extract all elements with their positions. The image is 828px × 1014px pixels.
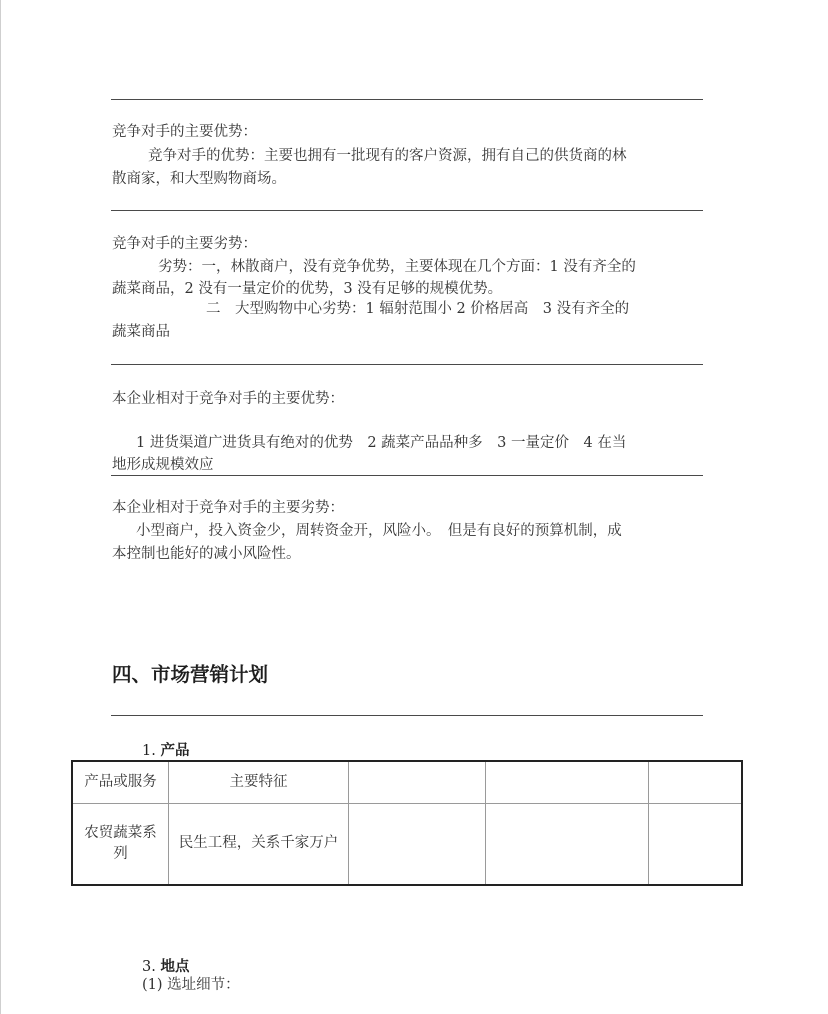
cell-empty bbox=[486, 803, 649, 885]
competitor-weaknesses-line: 蔬菜商品 bbox=[112, 324, 170, 340]
competitor-strengths-line: 散商家，和大型购物商场。 bbox=[112, 171, 286, 187]
our-weaknesses-line: 小型商户，投入资金少，周转资金开，风险小。 但是有良好的预算机制，成 bbox=[136, 523, 622, 539]
our-strengths-line: 地形成规模效应 bbox=[112, 457, 214, 473]
competitor-weaknesses-line: 劣势：一，林散商户，没有竞争优势，主要体现在几个方面：1 没有齐全的 bbox=[158, 259, 636, 275]
our-strengths-line: 1 进货渠道广进货具有绝对的优势 2 蔬菜产品品种多 3 一量定价 4 在当 bbox=[136, 435, 627, 451]
page-edge bbox=[0, 0, 1, 1014]
competitor-weaknesses-heading: 竞争对手的主要劣势： bbox=[112, 236, 257, 252]
cell-features: 民生工程，关系千家万户 bbox=[169, 803, 349, 885]
competitor-weaknesses-line: 蔬菜商品，2 没有一量定价的优势，3 没有足够的规模优势。 bbox=[112, 281, 503, 297]
location-subheading bbox=[142, 955, 189, 976]
competitor-strengths-heading: 竞争对手的主要优势： bbox=[112, 124, 257, 140]
header-cell-features: 主要特征 bbox=[169, 761, 349, 803]
header-cell-empty bbox=[649, 761, 743, 803]
header-cell-empty bbox=[349, 761, 486, 803]
table-header-row bbox=[72, 761, 742, 803]
cell-empty bbox=[349, 803, 486, 885]
cell-product: 农贸蔬菜系列 bbox=[72, 803, 169, 885]
divider bbox=[111, 210, 703, 211]
our-weaknesses-heading: 本企业相对于竞争对手的主要劣势： bbox=[112, 500, 344, 516]
location-number: 3. bbox=[142, 959, 156, 975]
competitor-strengths-line: 竞争对手的优势：主要也拥有一批现有的客户资源，拥有自己的供货商的林 bbox=[148, 148, 627, 164]
divider bbox=[111, 364, 703, 365]
product-label: 产品 bbox=[160, 743, 190, 759]
cell-empty bbox=[649, 803, 743, 885]
header-cell-product: 产品或服务 bbox=[72, 761, 169, 803]
product-table bbox=[71, 760, 743, 886]
location-item: (1) 选址细节： bbox=[142, 977, 240, 993]
table-row bbox=[72, 803, 742, 885]
our-weaknesses-line: 本控制也能好的减小风险性。 bbox=[112, 546, 301, 562]
divider bbox=[111, 99, 703, 100]
competitor-weaknesses-line: 二 大型购物中心劣势：1 辐射范围小 2 价格居高 3 没有齐全的 bbox=[206, 301, 630, 317]
section-title: 四、市场营销计划 bbox=[112, 663, 269, 686]
location-label: 地点 bbox=[160, 959, 190, 975]
divider bbox=[111, 715, 703, 716]
our-strengths-heading: 本企业相对于竞争对手的主要优势： bbox=[112, 391, 344, 407]
product-subheading bbox=[142, 739, 189, 760]
divider bbox=[111, 475, 703, 476]
header-cell-empty bbox=[486, 761, 649, 803]
product-number: 1. bbox=[142, 743, 156, 759]
